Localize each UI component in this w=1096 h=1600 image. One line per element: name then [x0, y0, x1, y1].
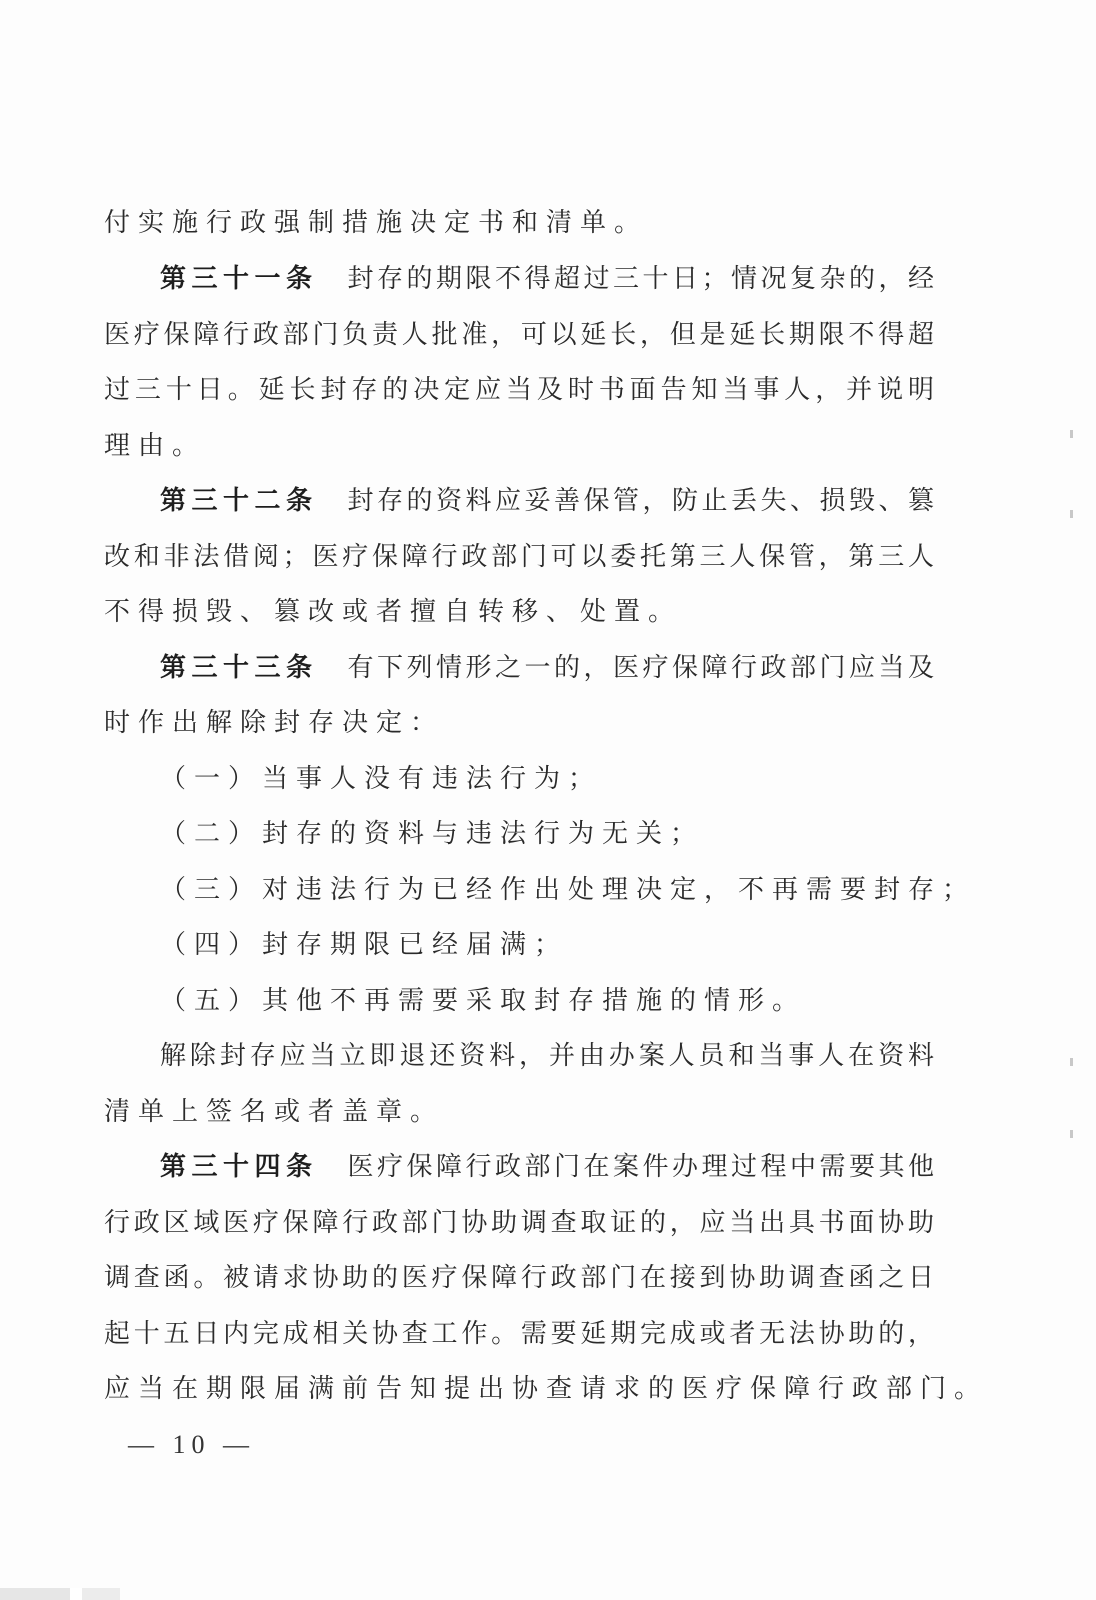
- line-text: 医疗保障行政部门在案件办理过程中需要其他: [347, 1152, 934, 1182]
- text-line: [104, 429, 206, 463]
- line-text: 医疗保障行政部门负责人批准，可以延长，但是延长期限不得超: [104, 320, 934, 350]
- line-text: 调查函。被请求协助的医疗保障行政部门在接到协助调查函之日: [104, 1263, 934, 1293]
- line-text: 时作出解除封存决定：: [104, 708, 445, 738]
- article-34-line: [160, 1150, 934, 1184]
- list-item: [160, 873, 976, 907]
- line-text: 过三十日。延长封存的决定应当及时书面告知当事人，并说明: [104, 375, 934, 405]
- article-heading: 第三十一条: [160, 264, 318, 294]
- list-item: [160, 984, 806, 1018]
- text-line: [104, 595, 682, 629]
- line-text: （二）封存的资料与违法行为无关；: [160, 819, 705, 849]
- line-text: 理由。: [104, 431, 207, 461]
- list-item: [160, 762, 602, 796]
- article-31-line: [160, 262, 934, 296]
- list-item: [160, 817, 704, 851]
- text-line: [104, 1206, 934, 1240]
- line-text: （一）当事人没有违法行为；: [160, 764, 603, 794]
- line-text: 有下列情形之一的，医疗保障行政部门应当及: [347, 653, 934, 683]
- line-text: 封存的期限不得超过三十日；情况复杂的，经: [347, 264, 934, 294]
- text-line: [104, 1372, 988, 1406]
- line-text: 行政区域医疗保障行政部门协助调查取证的，应当出具书面协助: [104, 1208, 934, 1238]
- text-line: [104, 540, 934, 574]
- text-line: [104, 206, 648, 240]
- line-text: 应当在期限届满前告知提出协查请求的医疗保障行政部门。: [104, 1374, 989, 1404]
- article-32-line: [160, 484, 934, 518]
- page-number: — 10 —: [128, 1430, 255, 1459]
- line-text: 付实施行政强制措施决定书和清单。: [104, 208, 649, 238]
- line-text: （三）对违法行为已经作出处理决定，不再需要封存；: [160, 875, 977, 905]
- text-line: [104, 1261, 934, 1295]
- article-heading: 第三十二条: [160, 486, 318, 516]
- line-text: 解除封存应当立即退还资料，并由办案人员和当事人在资料: [160, 1041, 934, 1071]
- scan-mark: [1070, 430, 1073, 438]
- text-line: [160, 1039, 934, 1073]
- article-33-line: [160, 651, 934, 685]
- line-text: 封存的资料应妥善保管，防止丢失、损毁、篡: [347, 486, 934, 516]
- scan-edge: [0, 1588, 120, 1600]
- scan-mark: [1070, 1058, 1073, 1066]
- text-line: [104, 706, 444, 740]
- text-line: [104, 1317, 934, 1351]
- article-heading: 第三十四条: [160, 1152, 318, 1182]
- scan-mark: [1070, 510, 1073, 518]
- line-text: （四）封存期限已经届满；: [160, 930, 569, 960]
- scan-mark: [1070, 1130, 1073, 1138]
- text-line: [104, 373, 934, 407]
- line-text: 清单上签名或者盖章。: [104, 1097, 445, 1127]
- text-line: [104, 318, 934, 352]
- text-line: [104, 1095, 444, 1129]
- line-text: 起十五日内完成相关协查工作。需要延期完成或者无法协助的，: [104, 1319, 934, 1349]
- article-heading: 第三十三条: [160, 653, 318, 683]
- line-text: 改和非法借阅；医疗保障行政部门可以委托第三人保管，第三人: [104, 542, 934, 572]
- line-text: （五）其他不再需要采取封存措施的情形。: [160, 986, 807, 1016]
- line-text: 不得损毁、篡改或者擅自转移、处置。: [104, 597, 683, 627]
- list-item: [160, 928, 568, 962]
